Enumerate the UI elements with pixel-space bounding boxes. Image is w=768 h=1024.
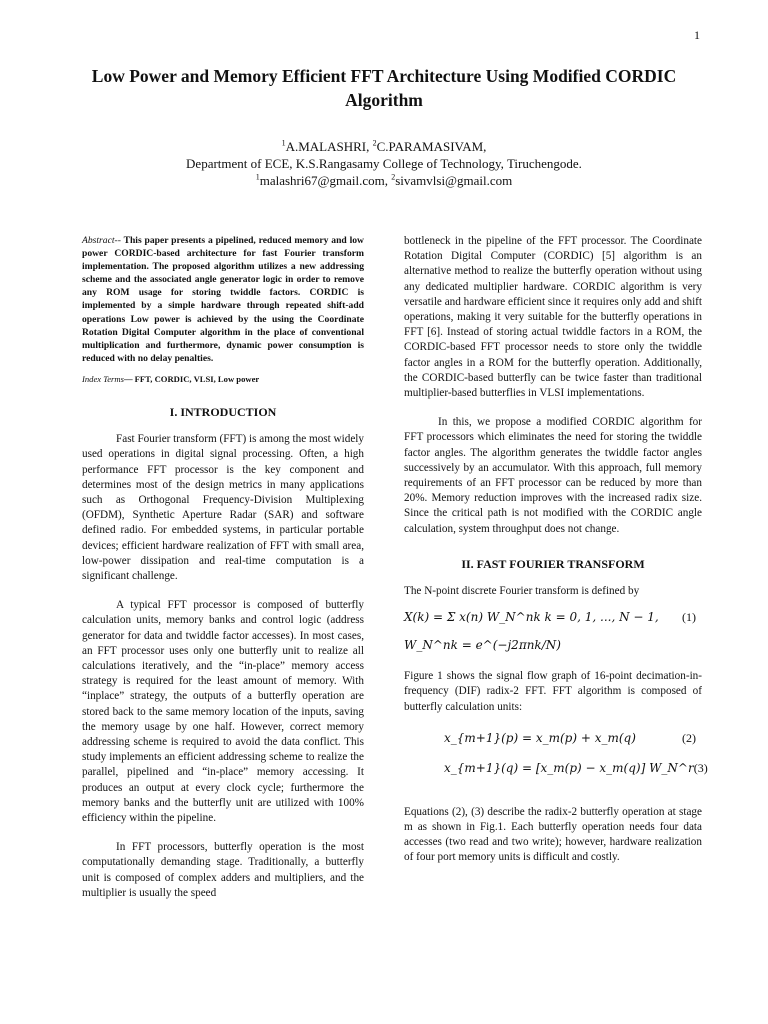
index-terms-lead: Index Terms [82,373,124,384]
equation-3 [404,755,708,783]
index-terms-text: — FFT, CORDIC, VLSI, Low power [123,373,260,384]
author-block [60,138,708,189]
intro-paragraph-4: In this, we propose a modified CORDIC algorithm for FFT processors which eliminates the need for storing the twiddle factor angles. The algorithm generates the twiddle factor angles successively by an accumulator. With this approach, full memory requirements of an FFT processor can be reduced by more than 20%. Memory reduction improves with the increased radix size. Since the critical path is not modified with the CORDIC angle calculation, system throughput does not change. [404,416,702,535]
equation-pair [404,725,708,783]
right-column [404,234,708,866]
abstract [82,234,364,365]
author-name-1: A.MALASHRI, [285,139,373,154]
author-emails [60,172,708,189]
fft-paragraph-1: The N-point discrete Fourier transform is defined by [404,585,640,598]
equation-2 [404,725,702,753]
equation-2-number: (2) [682,731,696,746]
equation-2-formula: x_{m+1}(p) = x_m(p) + x_m(q) [444,731,636,746]
fft-paragraph-2: Figure 1 shows the signal flow graph of 16-point decimation-in-frequency (DIF) radix-2 FFT. FFT algorithm is composed of butterfly calculation units: [404,670,702,713]
intro-paragraph-2: A typical FFT processor is composed of butterfly calculation units, memory banks and control logic (address generator for data and twiddle factor accesses). In most cases, an FFT processor uses only one butterfly unit to realize all calculations iteratively, and the “in-place” memory access strategy is required for the least amount of memory. With “inplace” strategy, the outputs of a butterfly operation are stored back to the same memory location of the inputs, saving the memory usage by one half. However, correct memory addressing scheme is required to avoid the data conflict. This study implements an efficient addressing scheme to realize the parallel, pipelined and “in-place” memory accessing. It produces an output at every clock cycle; furthermore the memory banks and the butterfly unit are utilized with 100% efficiency within the pipeline. [82,599,364,825]
email-sup-2: 2 [391,172,396,182]
index-terms [82,373,364,385]
paper-title: Low Power and Memory Efficient FFT Architecture Using Modified CORDIC Algorithm [91,66,677,110]
abstract-lead: Abstract-- [82,235,121,246]
equation-1-formula: X(k) = Σ x(n) W_N^nk k = 0, 1, ..., N − 1, [404,609,659,624]
author-affiliation: Department of ECE, K.S.Rangasamy College of Technology, Tiruchengode. [186,156,582,171]
section-heading-fft: II. FAST FOURIER TRANSFORM [461,556,645,571]
left-column [82,234,364,901]
fft-paragraph-3: Equations (2), (3) describe the radix-2 butterfly operation at stage m as shown in Fig.1. Each butterfly operation needs four data accesses (two read and two write); however, hardware realization of four port memory units is difficult and costly. [404,805,702,864]
author-email-2: sivamvlsi@gmail.com [395,173,513,188]
author-sup-2: 2 [372,138,377,148]
equation-1-number: (1) [682,609,696,624]
author-name-2: C.PARAMASIVAM, [376,139,487,154]
email-sup-1: 1 [255,172,260,182]
equation-1 [404,601,702,633]
intro-paragraph-1: Fast Fourier transform (FFT) is among the most widely used operations in digital signal processing. Often, a high performance FFT processor is the key component and determines most of the design metrics in many applications such as Orthogonal Frequency-Division Multiplexing (OFDM), Synthetic Aperture Radar (SAR) and software defined radio. For embedded systems, in particular portable devices; efficient hardware realization of FFT with small area, low-power dissipation and real-time computation is a significant challenge. [82,433,364,582]
abstract-text: This paper presents a pipelined, reduced memory and low power CORDIC-based architecture for fast Fourier transform implementation. The proposed algorithm utilizes a new addressing scheme and the associated angle generator logic in order to remove any ROM usage for storing twiddle factors. CORDIC is implemented by a simple hardware through repeated shift-add operations Low power is achieved by the using the Coordinate Rotation Digital Computer algorithm in the place of conventional multiplication and furthermore, dynamic power consumption is reduced with no delay penalties. [82,235,364,364]
equation-1b-formula: W_N^nk = e^(−j2πnk/N) [404,637,561,652]
author-names [60,138,708,155]
equation-3-formula: x_{m+1}(q) = [x_m(p) − x_m(q)] W_N^r [444,761,694,776]
equation-1b [404,635,702,655]
page-number: 1 [694,28,700,42]
section-heading-introduction: I. INTRODUCTION [169,404,277,419]
intro-paragraph-3-continued: bottleneck in the pipeline of the FFT processor. The Coordinate Rotation Digital Computer (CORDIC) [5] algorithm is an alternative method to realize the butterfly operation without using any dedicated multiplier hardware. CORDIC algorithm is very versatile and hardware efficient since it requires only add and shift operations, making it very suitable for the butterfly operations in FFT [6]. Instead of storing actual twiddle factors in a ROM, the CORDIC-based FFT processor needs to store only the twiddle factor angles in a ROM for the butterfly operation. Additionally, the CORDIC-based butterfly can be twice faster than traditional multiplier-based butterflies in VLSI implementations. [404,235,703,400]
author-email-1: malashri67@gmail.com, [259,173,392,188]
equation-3-number: (3) [693,761,708,776]
author-sup-1: 1 [281,138,286,148]
intro-paragraph-3: In FFT processors, butterfly operation is the most computationally demanding stage. Traditionally, a butterfly unit is composed of complex adders and multipliers, and the multiplier is usually the speed [82,841,364,899]
